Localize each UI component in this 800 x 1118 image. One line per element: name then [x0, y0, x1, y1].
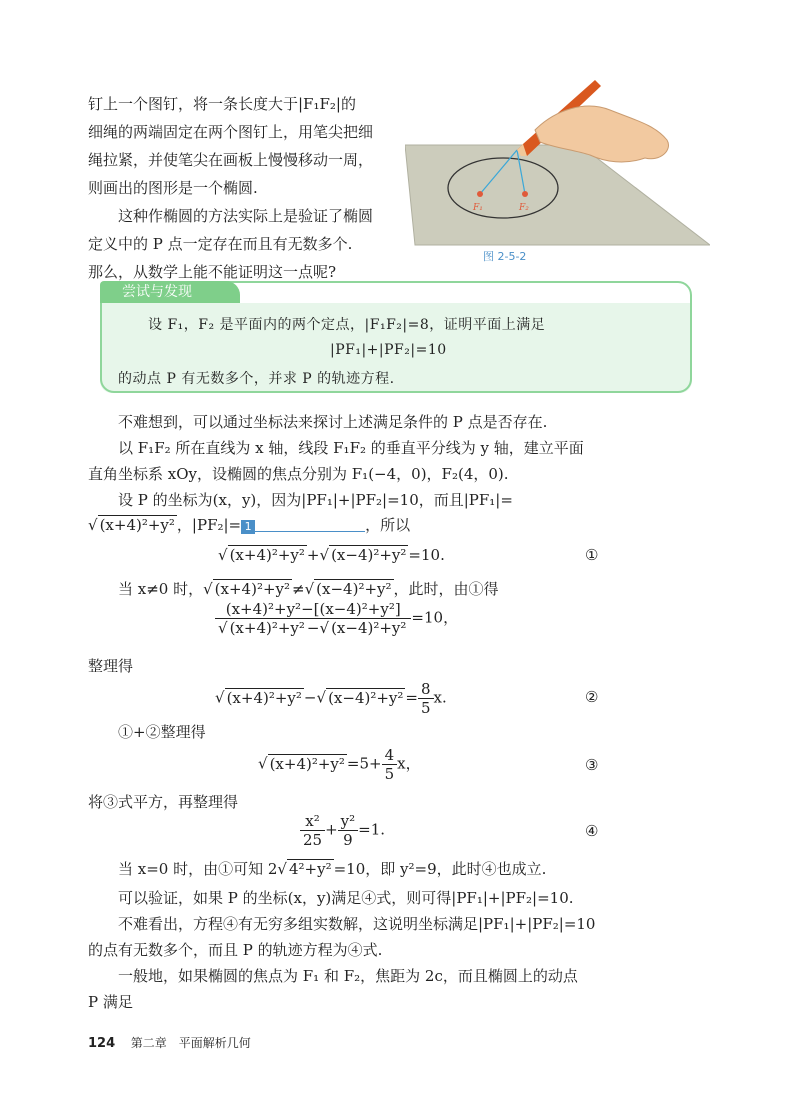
fill-blank-marker: 1 [241, 520, 255, 534]
box-line-1: 设 F₁，F₂ 是平面内的两个定点，|F₁F₂|=8，证明平面上满足 [148, 317, 546, 333]
eq4-frac1-den: 25 [303, 831, 323, 849]
intro-line-1: 钉上一个图钉，将一条长度大于|F₁F₂|的 [88, 95, 356, 113]
body-p10a: 不难看出，方程④有无穷多组实数解，这说明坐标满足|PF₁|+|PF₂|=10 [118, 915, 596, 933]
pin-f1 [477, 191, 483, 197]
p4-neq: ≠ [292, 580, 305, 598]
eq2-frac-den: 5 [421, 699, 431, 717]
intro-line-4: 则画出的图形是一个椭圆. [88, 179, 258, 197]
eq3-frac-den: 5 [384, 765, 395, 783]
p4-term-a: (x+4)²+y² [214, 580, 291, 598]
eq4-fraction-2 [338, 812, 359, 849]
eq2-equals: = [405, 688, 418, 707]
equation-4 [300, 812, 385, 849]
body-p11b: P 满足 [88, 993, 133, 1011]
p8-start: 当 x=0 时，由①可知 2 [118, 860, 278, 878]
equation-2: √ (x+4)²+y² −√ (x−4)²+y² = $\frac{8}{5}$ x. [215, 680, 447, 717]
eq2-end: x. [433, 688, 447, 707]
body-p2b: 直角坐标系 xOy，设椭圆的焦点分别为 F₁(−4，0)，F₂(4，0). [88, 465, 509, 483]
intro-line-3: 绳拉紧，并使笔尖在画板上慢慢移动一周， [88, 151, 374, 169]
intro-line-7: 那么，从数学上能不能证明这一点呢? [88, 263, 337, 281]
eq4-plus: + [325, 820, 338, 839]
body-p10b: 的点有无数多个，而且 P 的轨迹方程为④式. [88, 941, 383, 959]
eq3-end: x， [397, 754, 421, 773]
equation-3: √ (x+4)²+y² =5+ $\frac{4}{5}$ x， [258, 746, 421, 783]
body-p1: 不难想到，可以通过坐标法来探讨上述满足条件的 P 点是否存在. [118, 413, 548, 431]
fill-blank-line[interactable] [255, 515, 365, 532]
eq3-term-a: (x+4)²+y² [269, 754, 345, 773]
fraction-denominator: √ (x+4)²+y² −√ (x−4)²+y² [218, 619, 407, 637]
eq2-frac-num: 8 [418, 680, 434, 699]
body-p5: 整理得 [88, 657, 134, 675]
eq4-fraction-1 [300, 812, 325, 849]
figure-illustration [405, 70, 710, 260]
page-footer [88, 1034, 251, 1051]
f1-label: F₁ [473, 203, 483, 213]
eq3-fraction [382, 746, 398, 783]
chapter-title: 第二章 平面解析几何 [130, 1036, 251, 1050]
fraction [215, 600, 411, 637]
pin-f2 [522, 191, 528, 197]
equation-1: √ (x+4)²+y² +√ (x−4)²+y² =10. [218, 546, 445, 564]
body-p3a: 设 P 的坐标为(x，y)，因为|PF₁|+|PF₂|=10，而且|PF₁|= [118, 491, 513, 509]
den-term-b: (x−4)²+y² [331, 619, 407, 637]
eq2-term-a: (x+4)²+y² [226, 688, 302, 707]
intro-line-6: 定义中的 P 点一定存在而且有无数多个. [88, 235, 353, 253]
eq4-end: =1. [358, 820, 386, 839]
drawing-board [405, 145, 710, 245]
eq3-mid: =5+ [346, 754, 382, 773]
eq4-frac2-num: y² [338, 812, 359, 831]
eq2-minus: − [303, 688, 317, 707]
equation-3-number: ③ [585, 756, 599, 774]
intro-line-5: 这种作椭圆的方法实际上是验证了椭圆 [118, 207, 374, 225]
eq2-term-b: (x−4)²+y² [328, 688, 404, 707]
body-p4: 当 x≠0 时，√ (x+4)²+y² ≠√ (x−4)²+y² ，此时，由①得 [118, 580, 499, 598]
p8-end: =10，即 y²=9，此时④也成立. [333, 860, 547, 878]
box-line-3: 的动点 P 有无数多个，并求 P 的轨迹方程. [118, 371, 395, 387]
p4-start: 当 x≠0 时， [118, 580, 204, 598]
eq4-frac1-num: x² [300, 812, 325, 831]
sqrt-radicand: (x+4)²+y² [99, 516, 175, 534]
body-p6: ①+②整理得 [118, 723, 206, 741]
body-p2a: 以 F₁F₂ 所在直线为 x 轴，线段 F₁F₂ 的垂直平分线为 y 轴，建立平面 [118, 439, 584, 457]
intro-line-2: 细绳的两端固定在两个图钉上，用笔尖把细 [88, 123, 374, 141]
den-term-a: (x+4)²+y² [229, 619, 305, 637]
p3b-end: ，所以 [365, 516, 411, 534]
eq2-fraction [418, 680, 434, 717]
equation-4-number: ④ [585, 822, 599, 840]
eq4-frac2-den: 9 [343, 831, 353, 849]
body-p9: 可以验证，如果 P 的坐标(x，y)满足④式，则可得|PF₁|+|PF₂|=10. [118, 889, 574, 907]
f2-label: F₂ [519, 203, 529, 213]
p4-term-b: (x−4)²+y² [316, 580, 392, 598]
body-p3b [88, 514, 410, 535]
eq1-plus: + [306, 546, 320, 564]
p8-sqrt: 4²+y² [288, 860, 332, 878]
p3b-mid: ，|PF₂|= [176, 516, 242, 534]
equation-1-number: ① [585, 546, 599, 564]
fraction-numerator: (x+4)²+y²−[(x−4)²+y²] [215, 600, 411, 619]
ellipse-drawing-figure [405, 70, 710, 263]
page-number: 124 [88, 1036, 116, 1051]
fraction-end: =10， [411, 608, 459, 627]
p4-end: ，此时，由①得 [393, 580, 499, 598]
eq3-frac-num: 4 [382, 746, 398, 765]
eq1-term-a: (x+4)²+y² [229, 546, 305, 564]
eq1-term-b: (x−4)²+y² [331, 546, 407, 564]
fraction-equation [215, 600, 458, 637]
try-discover-title: 尝试与发现 [100, 281, 240, 303]
body-p11a: 一般地，如果椭圆的焦点为 F₁ 和 F₂，焦距为 2c，而且椭圆上的动点 [118, 967, 578, 985]
sqrt-symbol: √ [88, 516, 98, 534]
box-line-2: |PF₁|+|PF₂|=10 [330, 342, 447, 358]
figure-caption: 图 2-5-2 [483, 250, 527, 263]
eq1-end: =10. [408, 546, 445, 564]
body-p7: 将③式平方，再整理得 [88, 793, 239, 811]
equation-2-number: ② [585, 688, 599, 706]
den-minus: − [306, 619, 320, 637]
body-p8: 当 x=0 时，由①可知 2√ 4²+y² =10，即 y²=9，此时④也成立. [118, 860, 547, 878]
